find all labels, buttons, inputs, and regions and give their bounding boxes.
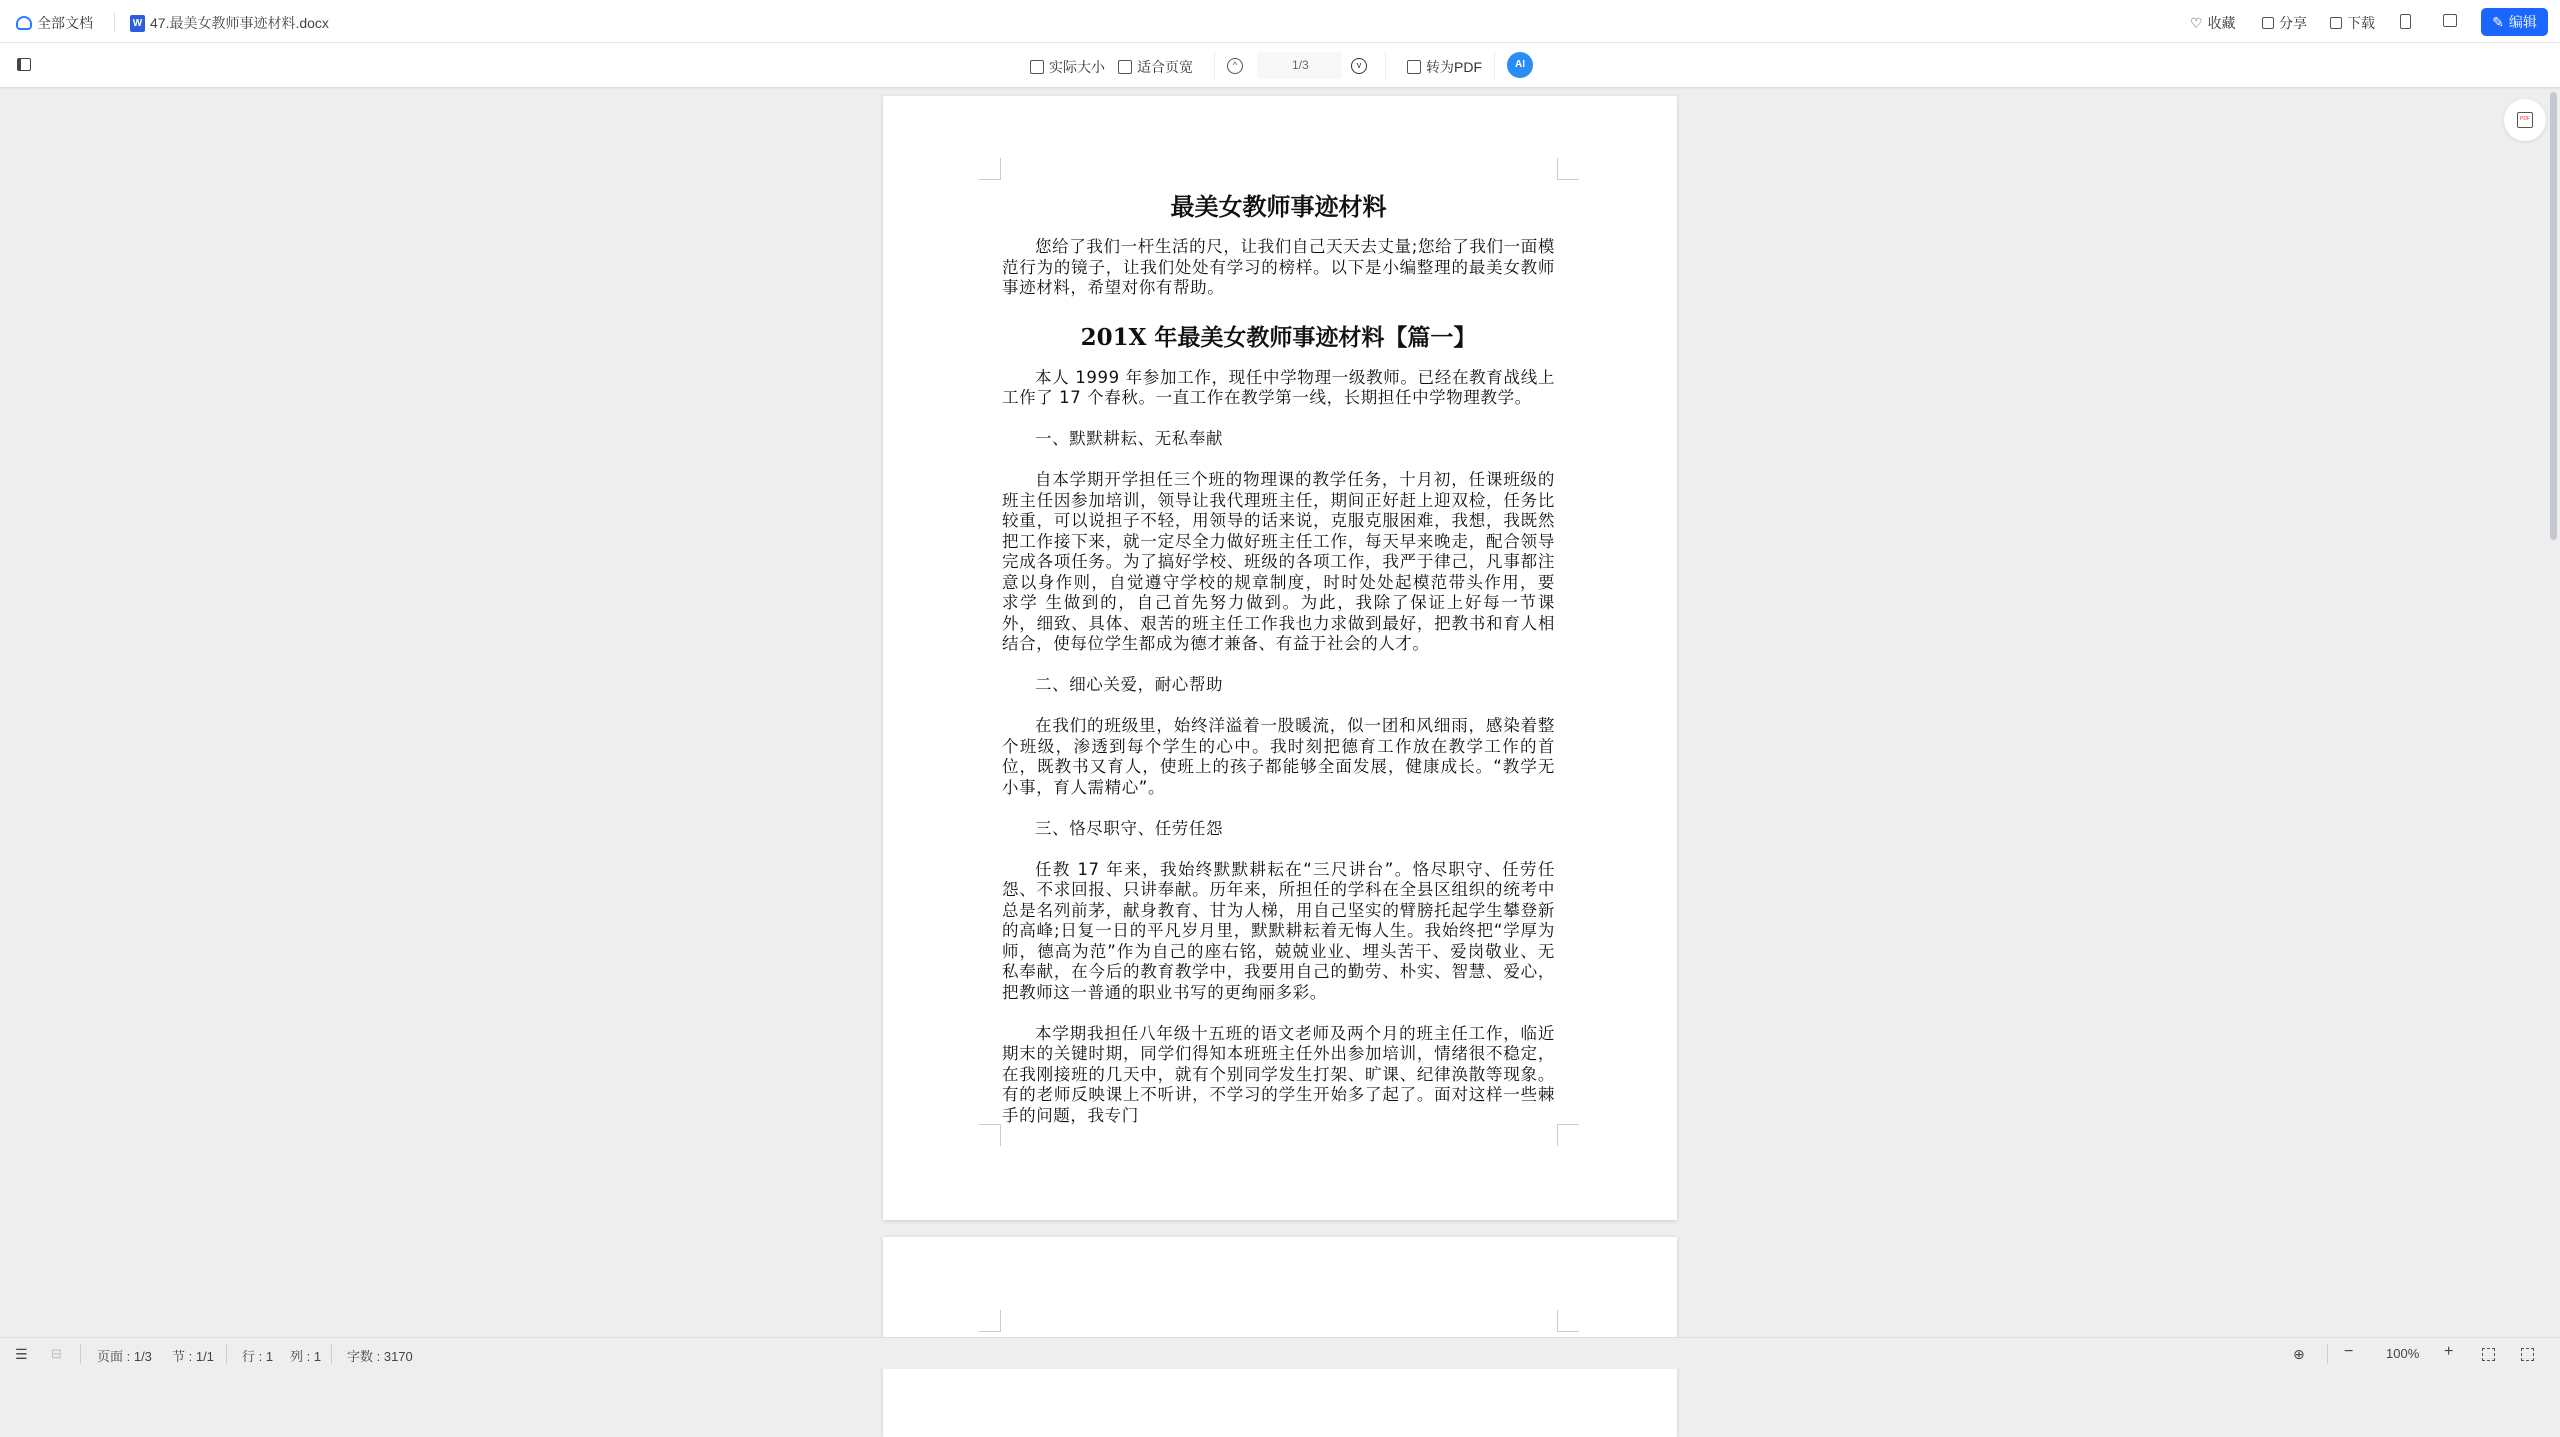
paragraph: 在我们的班级里，始终洋溢着一股暖流，似一团和风细雨，感染着整个班级，渗透到每个学生的心中。我时刻把德育工作放在教学工作的首位，既教书又育人，使班上的孩子都能够全面发展，健康成长。“教学无小事，育人需精心”。 xyxy=(1002,716,1555,797)
top-bar xyxy=(0,0,2560,43)
edit-button[interactable] xyxy=(2481,8,2548,36)
fullscreen-icon[interactable] xyxy=(2521,1348,2534,1361)
document-body xyxy=(1002,192,1555,1147)
crop-mark xyxy=(1557,1124,1579,1146)
heart-icon: ♡ xyxy=(2190,14,2203,31)
crop-mark xyxy=(979,1124,1001,1146)
row-status: 行 : 1 xyxy=(242,1349,274,1364)
divider xyxy=(331,1344,332,1364)
cloud-icon xyxy=(16,16,32,30)
export-icon[interactable] xyxy=(2400,14,2411,29)
page-number-input[interactable]: 1/3 xyxy=(1257,52,1342,79)
fit-screen-icon[interactable] xyxy=(2482,1348,2495,1361)
actual-size-label: 实际大小 xyxy=(1049,59,1105,75)
previous-page-icon[interactable]: ^ xyxy=(1227,58,1243,74)
section-heading: 201X 年最美女教师事迹材料【篇一】 xyxy=(1080,323,1477,351)
divider xyxy=(1494,51,1495,79)
divider xyxy=(80,1344,81,1364)
paragraph: 本学期我担任八年级十五班的语文老师及两个月的班主任工作，临近期末的关键时期，同学们得知本班班主任外出参加培训，情绪很不稳定，在我刚接班的几天中，就有个别同学发生打架、旷课、纪律涣散等现象。有的老师反映课上不听讲，不学习的学生开始多了起了。面对这样一些棘手的问题，我专门 xyxy=(1002,1023,1555,1125)
pen-icon: ✎ xyxy=(2492,13,2504,30)
divider xyxy=(1214,51,1215,79)
edit-label: 编辑 xyxy=(2508,14,2537,30)
actual-size-icon xyxy=(1030,60,1044,74)
share-icon xyxy=(2262,17,2274,29)
pdf-convert-icon: PDF xyxy=(2517,112,2533,128)
globe-icon[interactable]: ⊕ xyxy=(2293,1346,2305,1362)
zoom-in-icon[interactable]: + xyxy=(2444,1343,2454,1360)
favorite-button[interactable] xyxy=(2190,13,2236,33)
next-page-icon[interactable]: v xyxy=(1351,58,1367,74)
pdf-icon xyxy=(1407,60,1421,74)
crop-mark xyxy=(979,158,1001,180)
section-status: 节 : 1/1 xyxy=(172,1349,214,1364)
subheading: 一、默默耕耘、无私奉献 xyxy=(1035,429,1224,448)
all-docs-link[interactable] xyxy=(16,13,93,33)
outline-list-icon[interactable]: ☰ xyxy=(15,1346,28,1362)
viewer-toolbar xyxy=(0,43,2560,88)
convert-pdf-label: 转为PDF xyxy=(1426,59,1482,75)
crop-mark xyxy=(979,1310,1001,1332)
word-count: 字数 : 3170 xyxy=(347,1349,413,1364)
zoom-out-icon[interactable]: − xyxy=(2344,1343,2354,1360)
all-docs-label: 全部文档 xyxy=(37,15,93,31)
divider xyxy=(2327,1344,2328,1364)
subheading: 二、细心关爱，耐心帮助 xyxy=(1035,675,1224,694)
scrollbar-thumb[interactable] xyxy=(2550,92,2557,540)
paragraph: 本人 1999 年参加工作，现任中学物理一级教师。已经在教育战线上工作了 17 个春秋。一直工作在教学第一线，长期担任中学物理教学。 xyxy=(1002,367,1555,407)
file-name: 47.最美女教师事迹材料.docx xyxy=(150,15,329,31)
divider xyxy=(1385,51,1386,79)
download-label: 下载 xyxy=(2347,15,2375,31)
share-button[interactable] xyxy=(2262,13,2307,33)
document-title: 最美女教师事迹材料 xyxy=(1170,192,1387,221)
fit-width-icon xyxy=(1118,60,1132,74)
paragraph: 任教 17 年来，我始终默默耕耘在“三尺讲台”。恪尽职守、任劳任怨、不求回报、只讲奉献。历年来，所担任的学科在全县区组织的统考中总是名列前茅，献身教育、甘为人梯，用自己坚实的臂膀托起学生攀登新的高峰;日复一日的平凡岁月里，默默耕耘着无悔人生。我始终把“学厚为师，德高为范”作为自己的座右铭，兢兢业业、埋头苦干、爱岗敬业、无私奉献，在今后的教育教学中，我要用自己的勤劳、朴实、智慧、爱心，把教师这一普通的职业书写的更绚丽多彩。 xyxy=(1002,859,1555,1002)
ai-assistant-button[interactable]: AI xyxy=(1507,52,1533,78)
sidebar-toggle-icon[interactable] xyxy=(17,58,31,71)
floating-pdf-convert-button[interactable] xyxy=(2504,99,2546,141)
status-bar xyxy=(0,1337,2560,1369)
word-file-icon: W xyxy=(130,15,145,32)
subheading: 三、恪尽职守、任劳任怨 xyxy=(1035,818,1224,838)
crop-mark xyxy=(1557,158,1579,180)
fit-width-label: 适合页宽 xyxy=(1137,59,1193,75)
page-status: 页面 : 1/3 xyxy=(97,1349,152,1364)
download-button[interactable] xyxy=(2330,13,2375,33)
divider xyxy=(226,1344,227,1364)
actual-size-button[interactable] xyxy=(1030,57,1105,77)
convert-pdf-button[interactable] xyxy=(1407,57,1482,77)
fit-width-button[interactable] xyxy=(1118,57,1193,77)
file-tab[interactable] xyxy=(130,13,329,33)
crop-mark xyxy=(1557,1310,1579,1332)
zoom-level: 100% xyxy=(2386,1346,2420,1361)
page-layout-icon[interactable]: ⊟ xyxy=(51,1346,62,1361)
intro-paragraph: 您给了我们一杆生活的尺，让我们自己天天去丈量;您给了我们一面模范行为的镜子，让我们处处有学习的榜样。以下是小编整理的最美女教师事迹材料，希望对你有帮助。 xyxy=(1002,237,1555,297)
divider xyxy=(114,12,115,32)
column-status: 列 : 1 xyxy=(290,1349,322,1364)
share-label: 分享 xyxy=(2279,15,2307,31)
favorite-label: 收藏 xyxy=(2207,15,2236,31)
download-icon xyxy=(2330,17,2342,29)
comment-icon[interactable] xyxy=(2443,14,2457,27)
paragraph: 自本学期开学担任三个班的物理课的教学任务，十月初，任课班级的班主任因参加培训，领导让我代理班主任，期间正好赶上迎双检，任务比较重，可以说担子不轻，用领导的话来说，克服克服困难，我想，我既然把工作接下来，就一定尽全力做好班主任工作，每天早来晚走，配合领导完成各项任务。为了搞好学校、班级的各项工作，我严于律己，凡事都注意以身作则，自觉遵守学校的规章制度，时时处处起模范带头作用，要 求学 生做到的，自己首先努力做到。为此，我除了保证上好每一节课外，细致、具体、艰苦的班主任工作我也力求做到最好，把教书和育人相结合，使每位学生都成为德才兼备、有益于社会的人才。 xyxy=(1002,470,1555,653)
